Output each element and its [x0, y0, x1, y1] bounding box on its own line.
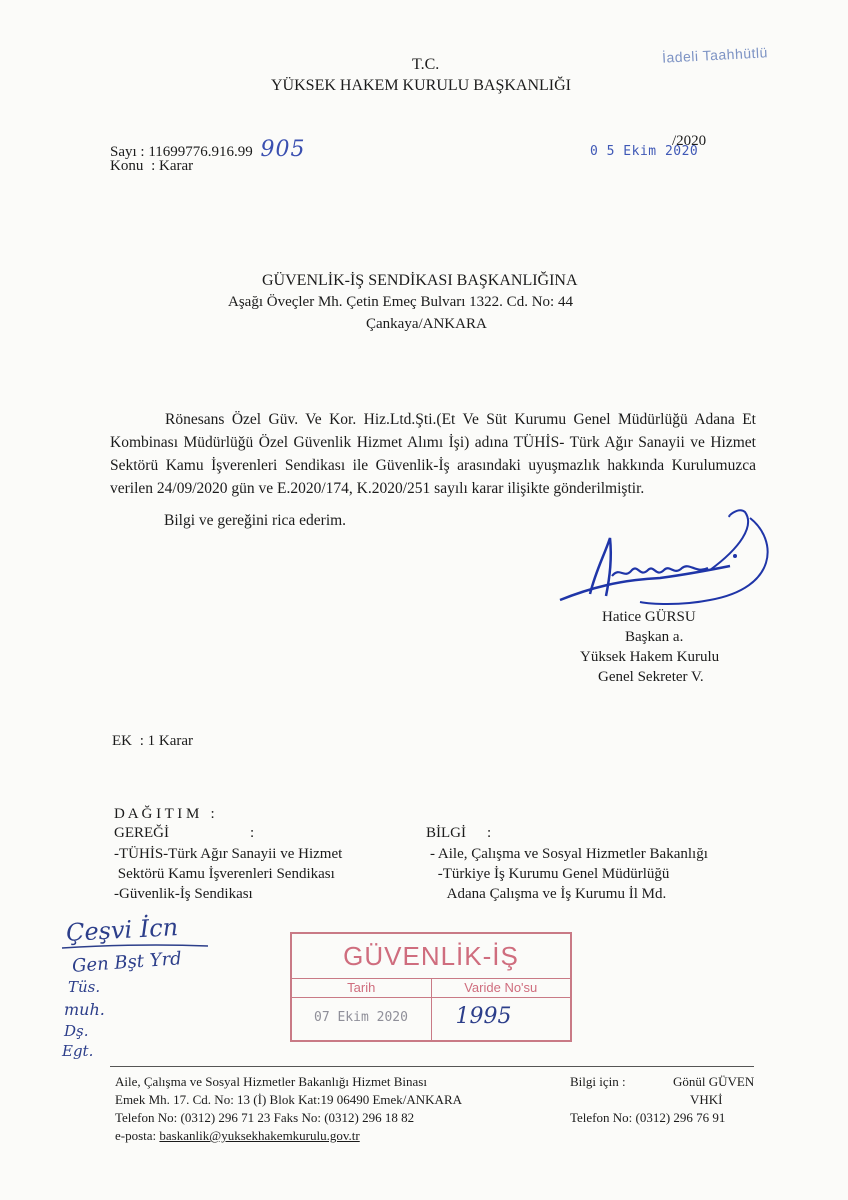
- recipient-line3: Çankaya/ANKARA: [366, 316, 487, 332]
- konu-label: Konu: [110, 158, 144, 174]
- handwritten-note-4: muh.: [64, 1000, 105, 1019]
- attachment: [112, 733, 193, 750]
- footer-info-label: Bilgi için :: [570, 1074, 626, 1089]
- handwritten-note-3: Tüs.: [68, 978, 101, 996]
- handwritten-note-6: Egt.: [62, 1042, 94, 1060]
- footer-address-2: Emek Mh. 17. Cd. No: 13 (İ) Blok Kat:19 06490 Emek/ANKARA: [115, 1092, 463, 1107]
- footer-email-link[interactable]: baskanlik@yuksekhakemkurulu.gov.tr: [159, 1128, 360, 1143]
- attachment-label: EK: [112, 733, 132, 749]
- signatory-title2: Yüksek Hakem Kurulu: [580, 649, 720, 665]
- konu-value: : Karar: [151, 158, 194, 174]
- footer-info-name: Gönül GÜVEN: [673, 1074, 755, 1089]
- date-stamp: 0 5 Ekim 2020: [590, 144, 699, 159]
- receipt-stamp-number-label: Varide No'su: [464, 980, 538, 995]
- subject: [110, 158, 193, 175]
- geregi-item-2: Sektörü Kamu İşverenleri Sendikası: [114, 866, 335, 882]
- geregi-label: GEREĞİ: [114, 825, 169, 841]
- distribution-title: D A Ğ I T I M :: [114, 806, 215, 822]
- footer-email-label: e-posta:: [115, 1128, 160, 1143]
- handwritten-note-2: Gen Bşt Yrd: [71, 948, 183, 977]
- handwritten-note-5: Dş.: [64, 1022, 89, 1040]
- bilgi-item-1: - Aile, Çalışma ve Sosyal Hizmetler Bakanlığı: [430, 846, 708, 862]
- receipt-stamp-date: 07 Ekim 2020: [314, 1010, 408, 1025]
- footer-info-title: VHKİ: [690, 1092, 723, 1107]
- receipt-stamp: [290, 932, 572, 1042]
- footer-email-line: [115, 1128, 360, 1144]
- date-printed: /2020: [672, 133, 707, 149]
- sayi-label: Sayı: [110, 144, 137, 160]
- header-institution: YÜKSEK HAKEM KURULU BAŞKANLIĞI: [271, 77, 571, 94]
- footer-info-phone: Telefon No: (0312) 296 76 91: [570, 1110, 726, 1125]
- geregi-colon: :: [250, 825, 255, 841]
- bilgi-item-3: Adana Çalışma ve İş Kurumu İl Md.: [440, 886, 667, 902]
- bilgi-colon: :: [487, 825, 492, 841]
- geregi-item-1: -TÜHİS-Türk Ağır Sanayii ve Hizmet: [114, 846, 343, 862]
- recipient-line2: Aşağı Öveçler Mh. Çetin Emeç Bulvarı 1322. Cd. No: 44: [228, 294, 573, 310]
- handwritten-note-1: Çeşvi İcn: [65, 913, 179, 947]
- bilgi-label: BİLGİ: [426, 825, 466, 841]
- attachment-value: : 1 Karar: [139, 733, 194, 749]
- signatory-title3: Genel Sekreter V.: [598, 669, 704, 685]
- body-closing: Bilgi ve gereğini rica ederim.: [164, 512, 347, 529]
- footer-divider: [110, 1066, 754, 1067]
- receipt-stamp-number: 1995: [455, 1004, 512, 1029]
- footer-address-1: Aile, Çalışma ve Sosyal Hizmetler Bakanlığı Hizmet Binası: [115, 1074, 427, 1089]
- body-paragraph: Rönesans Özel Güv. Ve Kor. Hiz.Ltd.Şti.(Et Ve Süt Kurumu Genel Müdürlüğü Adana Et Kombinası Müdürlüğü Özel Güvenlik Hizmet Alımı İşi) adına TÜHİS- Türk Ağır Sanayii ve Hizmet Sektörü Kamu İşverenleri Sendikası ile Güvenlik-İş arasındaki uyuşmazlık hakkında Kurulumuzca verilen 24/09/2020 gün ve E.2020/174, K.2020/251 sayılı karar ilişikte gönderilmiştir.: [110, 411, 756, 497]
- recipient-line1: GÜVENLİK-İŞ SENDİKASI BAŞKANLIĞINA: [262, 272, 578, 289]
- sayi-handwritten: 905: [260, 137, 306, 162]
- signature-scribble: [550, 508, 810, 618]
- signatory-name: Hatice GÜRSU: [602, 609, 696, 625]
- header-tc: T.C.: [412, 56, 440, 73]
- receipt-stamp-date-label: Tarih: [292, 979, 432, 997]
- footer-address-3: Telefon No: (0312) 296 71 23 Faks No: (0312) 296 18 82: [115, 1110, 415, 1125]
- bilgi-item-2: -Türkiye İş Kurumu Genel Müdürlüğü: [434, 866, 670, 882]
- sayi-value: : 11699776.916.99: [140, 144, 253, 160]
- signatory-title1: Başkan a.: [625, 629, 684, 645]
- registered-mail-stamp: İadeli Taahhütlü: [661, 44, 769, 66]
- geregi-item-3: -Güvenlik-İş Sendikası: [114, 886, 253, 902]
- receipt-stamp-title: GÜVENLİK-İŞ: [292, 934, 570, 979]
